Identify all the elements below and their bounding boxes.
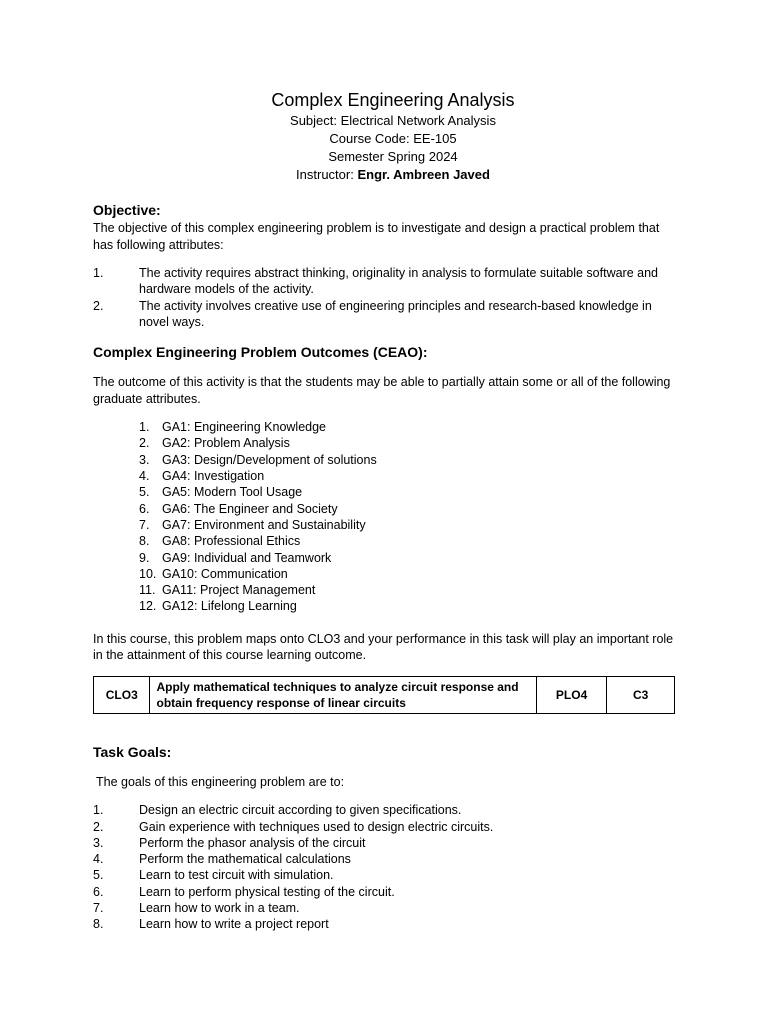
list-item [93,566,678,582]
list-item-text: GA7: Environment and Sustainability [162,517,366,532]
list-item-text: The activity requires abstract thinking, originality in analysis to formulate suitable software and hardware models of the activity. [139,266,659,297]
list-item [93,533,678,549]
list-item [93,419,678,435]
list-item [93,468,678,484]
list-item [93,501,678,517]
list-item-number: 2. [93,298,104,313]
list-item-number: 1. [93,266,104,280]
document-title: Complex Engineering Analysis [271,90,515,110]
list-item-text: Perform the mathematical calculations [139,852,351,867]
objective-intro: The objective of this complex engineering problem is to investigate and design a practical problem that has following attributes: [93,221,660,252]
list-item-number: 5. [139,485,150,500]
list-item-number: 10. [139,566,157,581]
list-item-number: 12. [139,599,157,614]
task-goals-heading: Task Goals: [93,743,172,760]
list-item-number: 7. [93,901,104,916]
list-item [93,265,678,298]
list-item-number: 4. [139,469,150,484]
task-goals-intro: The goals of this engineering problem are to: [96,774,345,789]
list-item-number: 9. [139,550,150,565]
ceao-intro: The outcome of this activity is that the students may be able to partially attain some or all of the following graduate attributes. [93,375,671,406]
ceao-heading: Complex Engineering Problem Outcomes (CEAO): [93,344,428,361]
taxonomy-level-cell: C3 [607,676,675,713]
list-item [93,900,678,916]
list-item-number: 4. [93,852,104,867]
subject-line: Subject: Electrical Network Analysis [290,113,496,128]
list-item-number: 1. [93,803,104,818]
semester-line: Semester Spring 2024 [328,149,458,164]
list-item-text: GA1: Engineering Knowledge [162,420,327,435]
list-item-text: GA11: Project Management [162,583,316,598]
list-item-number: 6. [139,501,150,516]
list-item-number: 5. [93,868,104,883]
list-item-text: GA10: Communication [162,566,288,581]
list-item-text: GA9: Individual and Teamwork [162,550,332,565]
list-item-text: Learn to perform physical testing of the circuit. [139,884,395,899]
list-item-text: Gain experience with techniques used to design electric circuits. [139,819,494,834]
list-item-number: 8. [93,917,104,932]
list-item-text: GA2: Problem Analysis [162,436,290,451]
list-item [93,298,678,331]
objective-list [93,265,678,330]
list-item-text: Learn how to write a project report [139,917,329,932]
clo-cell: CLO3 [94,676,150,713]
list-item [93,435,678,451]
list-item-text: GA3: Design/Development of solutions [162,452,377,467]
plo-cell: PLO4 [536,676,607,713]
list-item-text: GA6: The Engineer and Society [162,501,338,516]
table-row [94,676,675,713]
list-item-text: GA5: Modern Tool Usage [162,485,303,500]
list-item-text: Learn to test circuit with simulation. [139,868,334,883]
list-item [93,802,678,818]
list-item-text: GA12: Lifelong Learning [162,599,297,614]
list-item [93,484,678,500]
list-item-text: The activity involves creative use of engineering principles and research-based knowledge in novel ways. [139,298,652,329]
clo-description-cell: Apply mathematical techniques to analyze circuit response and obtain frequency response of linear circuits [150,676,536,713]
document-body [93,200,678,933]
list-item [93,598,678,614]
list-item [93,550,678,566]
list-item-text: Design an electric circuit according to given specifications. [139,803,462,818]
list-item-text: GA4: Investigation [162,469,265,484]
objective-heading: Objective: [93,202,161,218]
list-item [93,867,678,883]
list-item-number: 1. [139,420,150,435]
list-item-number: 8. [139,534,150,549]
list-item-number: 7. [139,517,150,532]
list-item [93,851,678,867]
list-item [93,582,678,598]
instructor-name: Engr. Ambreen Javed [357,167,490,182]
instructor-label: Instructor: [296,167,358,182]
list-item-text: Learn how to work in a team. [139,901,300,916]
list-item-number: 3. [93,835,104,850]
list-item [93,916,678,932]
list-item-text: GA8: Professional Ethics [162,534,301,549]
list-item-number: 2. [139,436,150,451]
list-item-text: Perform the phasor analysis of the circuit [139,835,366,850]
list-item [93,517,678,533]
instructor-line [0,166,768,184]
list-item [93,819,678,835]
graduate-attributes-list [93,419,678,615]
clo-table [93,676,675,714]
list-item-number: 3. [139,452,150,467]
list-item [93,835,678,851]
list-item-number: 11. [139,583,156,598]
list-item [93,452,678,468]
course-code-line: Course Code: EE-105 [329,131,457,146]
list-item-number: 6. [93,884,104,899]
clo-mapping-text: In this course, this problem maps onto CLO3 and your performance in this task will play an important role in the attainment of this course learning outcome. [93,631,674,663]
task-goals-list [93,802,678,932]
list-item [93,884,678,900]
list-item-number: 2. [93,819,104,834]
document-header [0,88,768,184]
